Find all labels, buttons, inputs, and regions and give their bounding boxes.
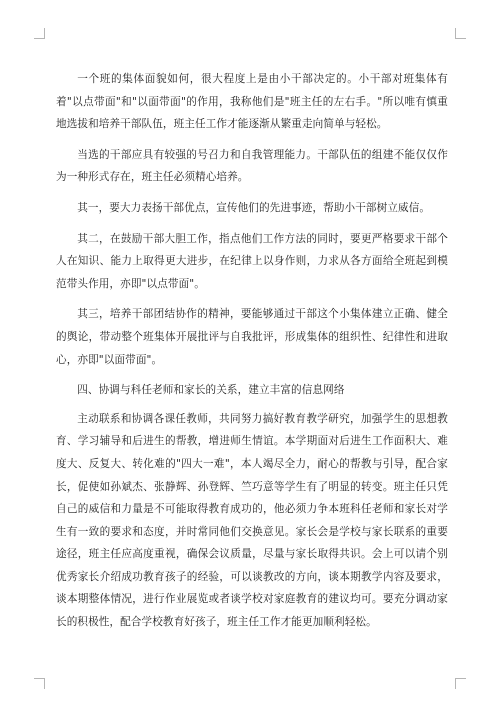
paragraph-teacher-parent-coordination: 主动联系和协调各课任教师，共同努力搞好教育教学研究，加强学生的思想教育、学习辅导和后进生的帮教，增进师生情谊。本学期面对后进生工作面积大、难度大、反复大、转化难的"四大一难"，本人竭尽全力，耐心的帮教与引导，配合家长，促使如孙斌杰、张静辉、孙登辉、竺巧意等学生有了明显的转变。班主任只凭自己的威信和力量是不可能取得教育成功的，他必须力争本班科任老师和家长对学生有一致的要求和态度，并时常同他们交换意见。家长会是学校与家长联系的重要途径，班主任应高度重视，确保会议质量，尽量与家长取得共识。会上可以请个别优秀家长介绍成功教育孩子的经验，可以谈教改的方向，谈本期教学内容及要求，谈本期整体情况，进行作业展览或者谈学校对家庭教育的建议均可。要充分调动家长的积极性，配合学校教育好孩子，班主任工作才能更加顺利轻松。 <box>56 412 448 629</box>
paragraph-point-one: 其一，要大力表扬干部优点，宣传他们的先进事迹，帮助小干部树立威信。 <box>77 201 431 214</box>
paragraph-point-three: 其三，培养干部团结协作的精神，要能够通过干部这个小集体建立正确、健全的舆论，带动整个班集体开展批评与自我批评，形成集体的组织性、纪律性和进取心，亦即"以面带面"。 <box>56 308 448 366</box>
crop-mark-top-right <box>455 28 466 39</box>
crop-mark-top-left <box>34 28 45 39</box>
document-body <box>56 68 448 642</box>
paragraph-point-two: 其二，在鼓励干部大胆工作，指点他们工作方法的同时，要更严格要求干部个人在知识、能力上取得更大进步，在纪律上以身作则，力求从各方面给全班起到模范带头作用，亦即"以点带面"。 <box>56 232 448 290</box>
section-heading-four: 四、协调与科任老师和家长的关系，建立丰富的信息网络 <box>77 384 345 397</box>
paragraph-cadre-importance: 一个班的集体面貌如何，很大程度上是由小干部决定的。小干部对班集体有着"以点带面"和"以面带面"的作用，我称他们是"班主任的左右手。"所以唯有慎重地选拔和培养干部队伍，班主任工作才能逐渐从繁重走向简单与轻松。 <box>56 73 448 131</box>
crop-mark-bottom-right <box>455 678 466 689</box>
paragraph-cadre-selection: 当选的干部应具有较强的号召力和自我管理能力。干部队伍的组建不能仅仅作为一种形式存在，班主任必须精心培养。 <box>56 148 448 184</box>
crop-mark-bottom-left <box>34 678 45 689</box>
